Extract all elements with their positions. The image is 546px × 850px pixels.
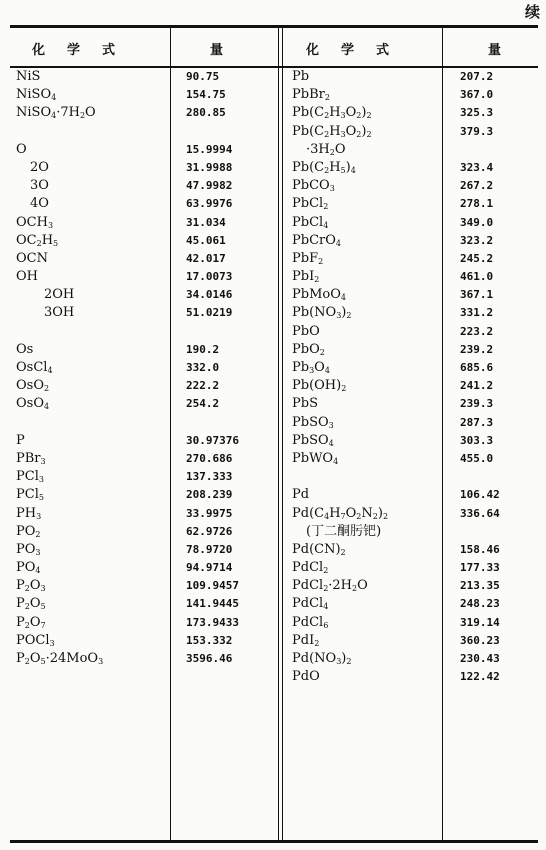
quantity-cell: 241.2 [460,379,494,393]
formula-cell: OsO$_4$ [16,396,50,412]
left-quantity-header: 量 [210,43,224,58]
formula-cell: Pd [292,487,310,503]
table-row [284,141,538,159]
quantity-cell: 190.2 [186,342,220,356]
table-row [284,377,538,395]
formula-cell: $Pd(C_4H_7O_2N_2)_2$ [292,505,389,521]
quantity-cell: 254.2 [186,397,220,411]
table-row [10,86,278,104]
table-row [284,323,538,341]
table-row [10,232,278,250]
formula-cell: PbSO$_3$ [292,414,334,430]
table-row [284,432,538,450]
formula-cell: Pb [292,69,310,84]
quantity-cell: 31.9988 [186,160,233,174]
table-row [10,268,278,286]
table-row [284,450,538,468]
formula-cell: $NiSO_4\cdot 7H_2O$ [16,105,96,121]
formula-cell: (丁二酮肟钯) [306,523,382,539]
quantity-cell: 137.333 [186,470,233,484]
table-row [10,632,278,650]
formula-cell: $P_2O_3$ [16,578,46,594]
table-row [10,486,278,504]
quantity-cell: 47.9982 [186,179,233,193]
table-row [284,541,538,559]
quantity-cell: 455.0 [460,451,494,465]
quantity-cell: 78.9720 [186,542,233,556]
formula-cell: PbMoO$_4$ [292,287,346,303]
quantity-cell: 278.1 [460,197,494,211]
quantity-cell: 239.3 [460,397,494,411]
table-row [10,341,278,359]
table-row [284,250,538,268]
quantity-cell: 319.14 [460,615,500,629]
table-row [284,650,538,668]
table-row [10,68,278,86]
quantity-cell: 30.97376 [186,433,239,447]
molecular-weight-table [10,25,538,843]
table-row [10,541,278,559]
quantity-cell: 141.9445 [186,597,239,611]
quantity-cell: 42.017 [186,251,226,265]
quantity-cell: 349.0 [460,215,494,229]
formula-cell: NiS [16,69,41,84]
quantity-cell: 379.3 [460,124,494,138]
quantity-cell: 154.75 [186,88,226,102]
table-row [284,414,538,432]
table-row [284,668,538,686]
table-row [10,523,278,541]
formula-cell: POCl$_3$ [16,632,55,648]
table-row [284,123,538,141]
quantity-cell: 106.42 [460,488,500,502]
table-row [284,505,538,523]
formula-cell: $OC_2H_5$ [16,232,59,248]
table-row [284,341,538,359]
table-row [284,214,538,232]
quantity-cell: 280.85 [186,106,226,120]
table-row [284,86,538,104]
table-row [10,159,278,177]
quantity-cell: 208.239 [186,488,233,502]
table-row [10,104,278,122]
quantity-cell: 177.33 [460,561,500,575]
formula-cell: $Pb(NO_3)_2$ [292,305,352,321]
table-row [284,232,538,250]
formula-cell: PbI$_2$ [292,269,320,285]
formula-cell: O [16,141,27,157]
formula-cell: PbSO$_4$ [292,432,334,448]
quantity-cell: 45.061 [186,233,226,247]
quantity-cell: 360.23 [460,633,500,647]
table-row [284,177,538,195]
formula-cell: OH [16,269,38,285]
formula-cell: PdCl$_6$ [292,614,329,630]
quantity-cell: 207.2 [460,70,494,83]
continued-label: 续 [524,3,540,21]
formula-cell: $\cdot 3H_2O$ [306,141,346,157]
formula-cell: PdO [292,669,320,685]
quantity-cell: 17.0073 [186,270,233,284]
table-row [10,650,278,668]
formula-cell: OCN [16,250,48,266]
table-row [284,468,538,486]
quantity-cell: 34.0146 [186,288,233,302]
quantity-cell: 173.9433 [186,615,239,629]
formula-cell: $OCH_3$ [16,214,54,230]
formula-cell: $PO_3$ [16,541,41,557]
table-row [10,177,278,195]
double-column-divider [278,28,283,840]
table-row [284,614,538,632]
formula-cell: NiSO$_4$ [16,87,57,103]
formula-cell: PbF$_2$ [292,250,324,266]
quantity-cell: 239.2 [460,342,494,356]
table-row [284,632,538,650]
quantity-cell: 367.0 [460,88,494,102]
formula-cell: P [16,432,25,448]
right-quantity-header: 量 [488,43,502,58]
formula-cell: $Pb(OH)_2$ [292,378,347,394]
table-row [10,395,278,413]
table-row [284,268,538,286]
formula-cell: 2O [30,159,49,175]
formula-cell: PbCrO$_4$ [292,232,341,248]
formula-cell: PdCl$_4$ [292,596,329,612]
formula-cell: PCl$_5$ [16,487,44,503]
right-column [284,68,538,686]
table-row [284,304,538,322]
table-row [284,486,538,504]
formula-cell: 4O [30,196,49,212]
formula-cell: $Pd(CN)_2$ [292,541,346,557]
formula-cell: PbO$_2$ [292,341,325,357]
quantity-cell: 461.0 [460,270,494,284]
quantity-cell: 31.034 [186,215,226,229]
table-row [10,123,278,141]
quantity-cell: 94.9714 [186,561,233,575]
quantity-cell: 325.3 [460,106,494,120]
quantity-cell: 332.0 [186,361,220,374]
table-row [10,614,278,632]
table-row [10,432,278,450]
formula-cell: PbCl$_4$ [292,214,329,230]
table-row [10,286,278,304]
table-row [10,559,278,577]
quantity-cell: 336.64 [460,506,500,520]
quantity-cell: 303.3 [460,433,494,447]
formula-cell: $P_2O_7$ [16,614,46,630]
table-row [284,68,538,86]
table-row [284,577,538,595]
quantity-cell: 90.75 [186,70,220,83]
quantity-cell: 158.46 [460,542,500,556]
table-row [10,468,278,486]
formula-cell: PbS [292,396,318,412]
table-row [284,159,538,177]
quantity-cell: 222.2 [186,379,220,393]
right-formula-header: 化学式 [306,43,412,58]
formula-cell: $PO_2$ [16,523,41,539]
table-row [284,286,538,304]
quantity-cell: 62.9726 [186,524,233,538]
table-row [10,450,278,468]
formula-cell: PbBr$_2$ [292,87,330,103]
table-row [284,359,538,377]
left-column [10,68,278,668]
formula-cell: OsCl$_4$ [16,360,53,375]
formula-cell: PBr$_3$ [16,450,46,466]
table-row [10,195,278,213]
table-row [10,141,278,159]
quantity-cell: 213.35 [460,579,500,593]
formula-cell: $P_2O_5\cdot 24MoO_3$ [16,651,104,666]
table-row [10,414,278,432]
formula-cell: 2OH [44,287,75,303]
quantity-cell: 15.9994 [186,142,233,156]
quantity-cell: 63.9976 [186,197,233,211]
quantity-cell: 3596.46 [186,652,233,665]
formula-cell: $Pb_3O_4$ [292,360,330,375]
formula-cell: $Pd(NO_3)_2$ [292,651,352,666]
table-row [284,595,538,613]
quantity-cell: 287.3 [460,415,494,429]
formula-cell: PbO [292,323,320,339]
table-row [284,559,538,577]
formula-cell: PbWO$_4$ [292,450,339,466]
quantity-cell: 223.2 [460,324,494,338]
formula-cell: PCl$_3$ [16,469,44,485]
quantity-cell: 122.42 [460,670,500,684]
table-row [10,505,278,523]
formula-cell: 3O [30,178,49,194]
table-row [10,323,278,341]
table-row [10,595,278,613]
table-header [10,28,538,68]
table-row [10,304,278,322]
quantity-cell: 323.4 [460,160,494,174]
table-row [284,195,538,213]
quantity-cell: 51.0219 [186,306,233,320]
formula-cell: PbCl$_2$ [292,196,329,212]
formula-cell: $Pb(C_2H_5)_4$ [292,159,356,175]
table-row [10,359,278,377]
formula-cell: PdCl$_2$ [292,560,329,576]
quantity-cell: 685.6 [460,361,494,374]
table-row [10,214,278,232]
formula-cell: $Pb(C_2H_3O_2)_2$ [292,123,372,139]
table-row [284,395,538,413]
table-row [10,577,278,595]
quantity-cell: 248.23 [460,597,500,611]
formula-cell: OsO$_2$ [16,378,50,394]
quantity-cell: 267.2 [460,179,494,193]
table-row [284,523,538,541]
quantity-cell: 323.2 [460,233,494,247]
quantity-cell: 230.43 [460,652,500,665]
table-row [10,377,278,395]
left-formula-header: 化学式 [32,43,138,58]
quantity-cell: 331.2 [460,306,494,320]
formula-cell: $PH_3$ [16,505,42,521]
formula-cell: $PdCl_2\cdot 2H_2O$ [292,578,368,594]
quantity-cell: 245.2 [460,251,494,265]
quantity-cell: 109.9457 [186,579,239,593]
formula-cell: 3OH [44,305,75,321]
formula-cell: $PO_4$ [16,560,41,576]
formula-cell: PbCO$_3$ [292,178,335,194]
formula-cell: PdI$_2$ [292,632,320,648]
quantity-cell: 367.1 [460,288,494,302]
table-row [10,250,278,268]
quantity-cell: 153.332 [186,633,233,647]
formula-cell: $P_2O_5$ [16,596,46,612]
formula-cell: Os [16,341,34,357]
quantity-cell: 270.686 [186,451,233,465]
table-row [284,104,538,122]
quantity-cell: 33.9975 [186,506,233,520]
formula-cell: $Pb(C_2H_3O_2)_2$ [292,105,372,121]
